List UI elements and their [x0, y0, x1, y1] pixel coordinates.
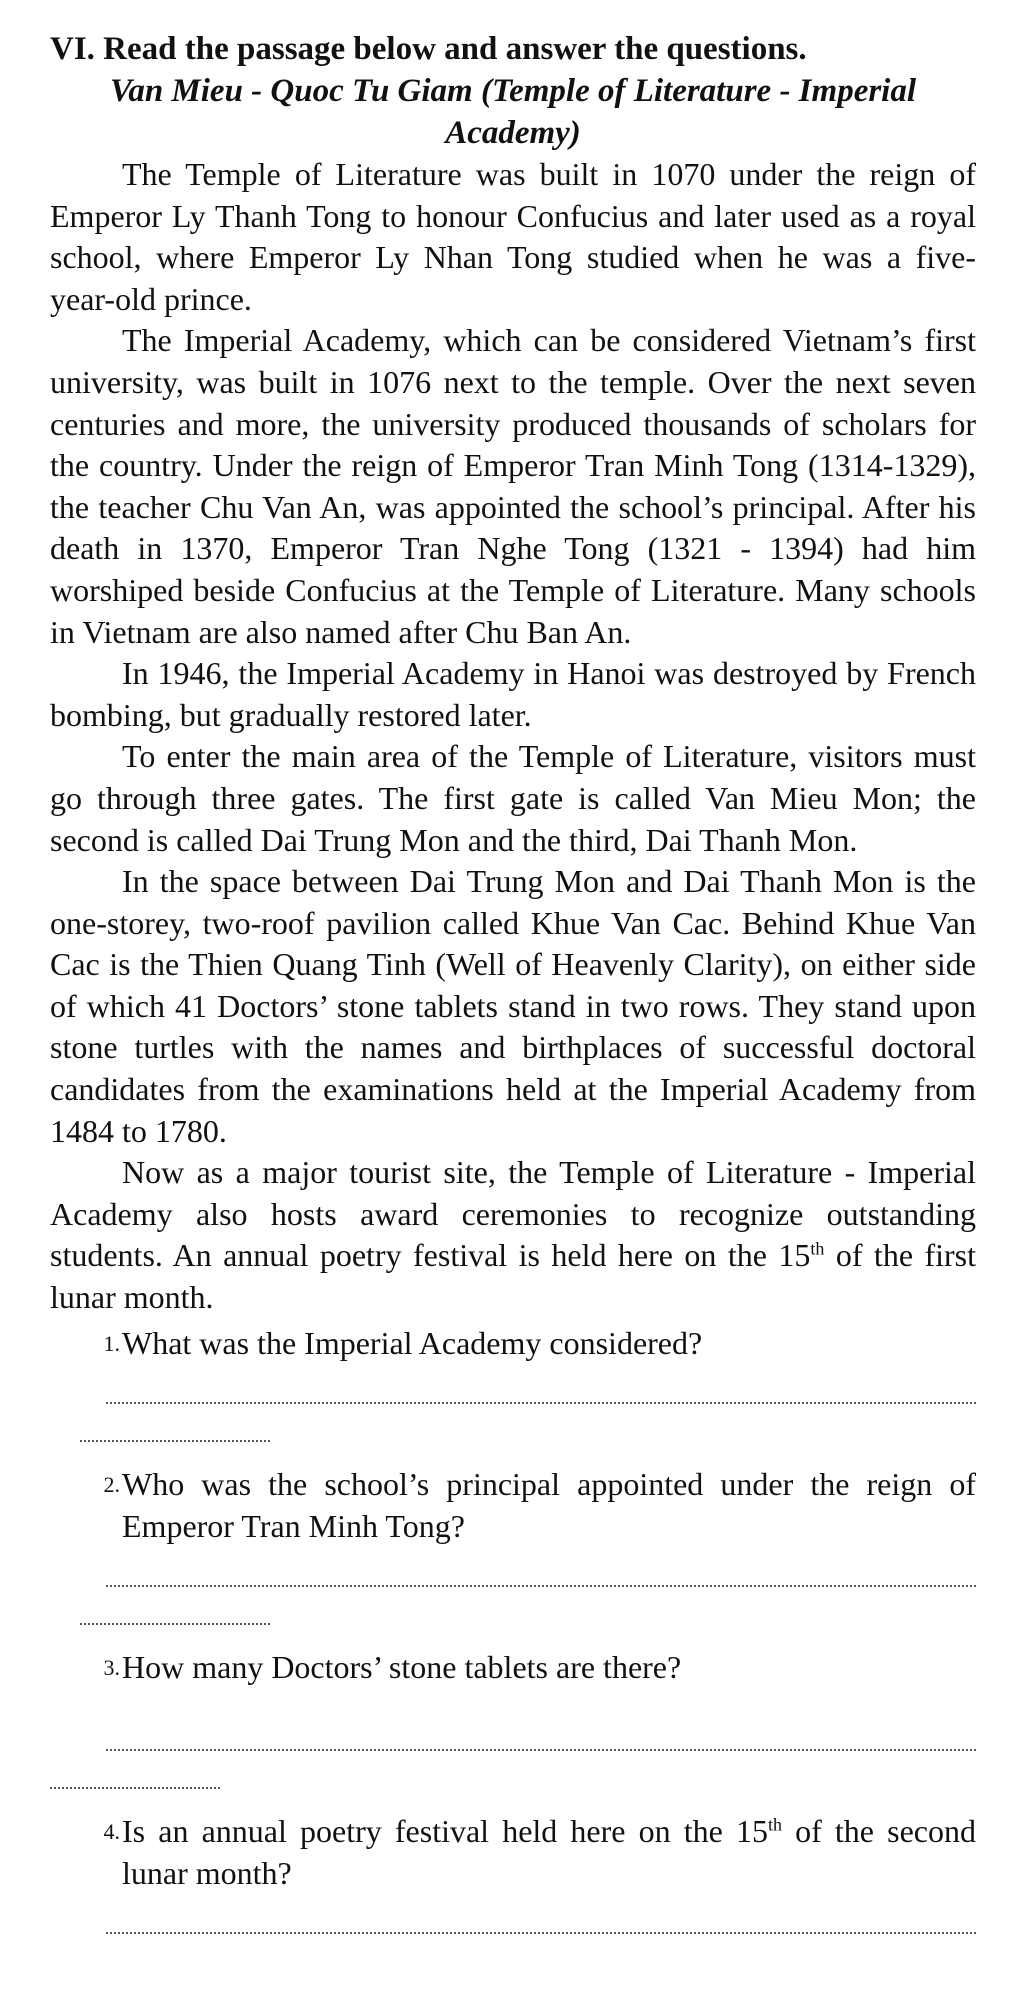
- question-3: [50, 1647, 976, 1689]
- paragraph-text: Now as a major tourist site, the Temple of Literature - Imperial Academy also hosts award ceremonies to recognize outstanding students. An annual poetry festival is held here on the 15: [50, 1154, 976, 1274]
- answer-line-3b[interactable]: [50, 1751, 220, 1789]
- question-2: [50, 1464, 976, 1547]
- reading-passage: [50, 154, 976, 1319]
- passage-paragraph-2: The Imperial Academy, which can be considered Vietnam’s first university, was built in 1076 next to the temple. Over the next seven centuries and more, the university produced thousands of scholars for the country. Under the reign of Emperor Tran Minh Tong (1314-1329), the teacher Chu Van An, was appointed the school’s principal. After his death in 1370, Emperor Tran Nghe Tong (1321 - 1394) had him worshiped beside Confucius at the Temple of Literature. Many schools in Vietnam are also named after Chu Ban An.: [50, 322, 976, 650]
- answer-line-3a[interactable]: [106, 1711, 976, 1751]
- question-text: How many Doctors’ stone tablets are there?: [122, 1649, 682, 1686]
- question-1: [50, 1323, 976, 1365]
- question-text: Who was the school’s principal appointed under the reign of Emperor Tran Minh Tong?: [122, 1466, 976, 1544]
- question-text: [122, 1813, 976, 1891]
- question-text: What was the Imperial Academy considered?: [122, 1324, 703, 1361]
- question-number: 1.: [103, 1330, 120, 1356]
- passage-paragraph-3: In 1946, the Imperial Academy in Hanoi was destroyed by French bombing, but gradually restored later.: [50, 655, 976, 733]
- passage-paragraph-6: [50, 1152, 976, 1318]
- passage-title: Van Mieu - Quoc Tu Giam (Temple of Literature - Imperial Academy): [109, 73, 917, 151]
- paragraph-text-end: of the first lunar month.: [50, 1237, 977, 1316]
- passage-paragraph-5: In the space between Dai Trung Mon and Dai Thanh Mon is the one-storey, two-roof pavilion called Khue Van Cac. Behind Khue Van Cac is the Thien Quang Tinh (Well of Heavenly Clarity), on either side of which 41 Doctors’ stone tablets stand in two rows. They stand upon stone turtles with the names and birthplaces of successful doctoral candidates from the examinations held at the Imperial Academy from 1484 to 1780.: [50, 863, 976, 1149]
- answer-line-1a[interactable]: [106, 1364, 976, 1404]
- question-number: 3.: [103, 1655, 120, 1681]
- answer-line-4a[interactable]: [106, 1894, 976, 1934]
- answer-line-2b[interactable]: [80, 1587, 270, 1625]
- question-text-end: of the second lunar month?: [122, 1813, 977, 1891]
- passage-paragraph-4: To enter the main area of the Temple of Literature, visitors must go through three gates. The first gate is called Van Mieu Mon; the second is called Dai Trung Mon and the third, Dai Thanh Mon.: [50, 738, 976, 858]
- answer-line-2a[interactable]: [106, 1547, 976, 1587]
- question-number: 2.: [103, 1472, 120, 1498]
- answer-line-1b[interactable]: [80, 1404, 270, 1442]
- ordinal-suffix: th: [767, 1814, 782, 1835]
- ordinal-suffix: th: [810, 1238, 825, 1259]
- exercise-heading: VI. Read the passage below and answer the questions.: [50, 31, 807, 67]
- question-number: 4.: [103, 1819, 120, 1844]
- question-4: [50, 1811, 976, 1894]
- question-text-start: Is an annual poetry festival held here on the 15: [122, 1813, 768, 1849]
- passage-paragraph-1: The Temple of Literature was built in 1070 under the reign of Emperor Ly Thanh Tong to honour Confucius and later used as a royal school, where Emperor Ly Nhan Tong studied when he was a five- year-old prince.: [50, 156, 976, 317]
- question-list: [50, 1323, 976, 1935]
